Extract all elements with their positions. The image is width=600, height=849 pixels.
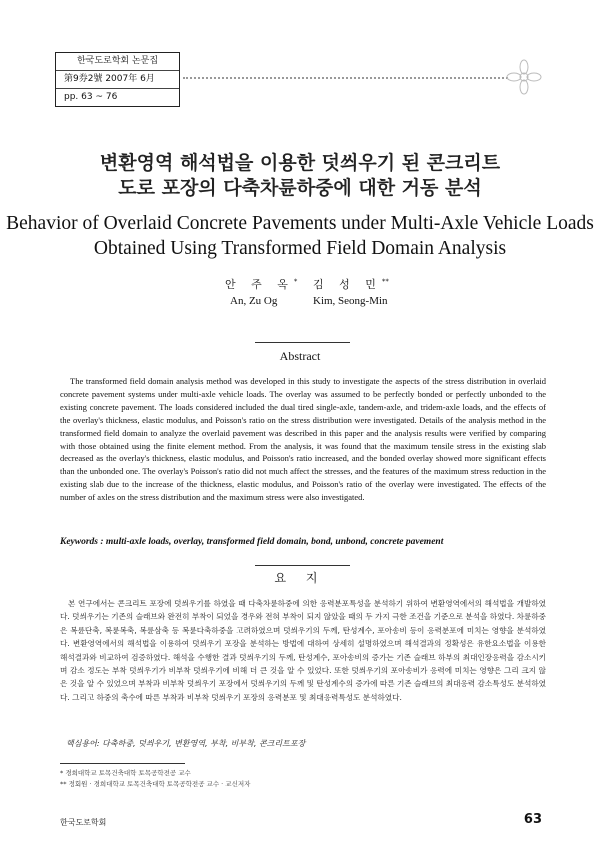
yoji-body xyxy=(60,597,546,704)
header-dotted-line xyxy=(183,77,508,79)
yoji-text: 본 연구에서는 콘크리트 포장에 덧씌우기를 하였을 때 다축차륜하중에 의한 응력분포특성을 분석하기 위하여 변환영역에서의 해석법을 개발하였다. 덧씌우기는 기존의 슬래브와 완전히 부착이 되었을 경우와 전혀 부착이 되지 않았을 때의 두 가지 극한 조건을 기준으로 분석을 하였다. 차륜하중은 복륜단축, 복륜복축, 복륜삼축 등 복륜다축하중을 고려하였으며 덧씌우기의 두께, 탄성계수, 포아송비 등이 응력분포에 미치는 영향을 분석하였다. 변환영역에서의 해석법을 이용하여 덧씌우기 포장을 분석하는 방법에 대하여 상세히 설명하였으며 해석결과의 정확성은 유한요소법을 이용한 해석결과와 비교하여 검증하였다. 해석을 수행한 결과 덧씌우기의 두께, 탄성계수, 포아송비의 증가는 기존 슬래브 하부의 최대인장응력을 감소시키며 감소 정도는 부착 덧씌우기가 비부착 덧씌우기에 비해 더 큰 것을 알 수 있었다. 또한 덧씌우기의 포아송비가 응력에 미치는 영향은 그리 크지 않은 것을 알 수 있었으며 부착과 비부착 덧씌우기 포장에서 덧씌우기의 두께 및 탄성계수의 증가에 따른 기존 슬래브의 최대응력 감소특성도 분석하였다. 그리고 하중의 축수에 따른 부착과 비부착 덧씌우기 포장의 응력분포 및 최대응력특성도 분석하였다. xyxy=(60,599,546,702)
journal-volume-date: 第9券2號 2007年 6月 xyxy=(56,71,179,89)
abstract-rule xyxy=(255,342,350,343)
author-1-ko: 안 주 옥* xyxy=(225,277,298,291)
footnote-rule xyxy=(60,763,185,764)
keywords-ko: 핵심용어: 다축하중, 덧씌우기, 변환영역, 부착, 비부착, 콘크리트포장 xyxy=(66,739,306,748)
title-en-line2: Obtained Using Transformed Field Domain Analysis xyxy=(93,238,507,259)
author-2-ko: 김 성 민** xyxy=(313,277,389,291)
abstract-heading: Abstract xyxy=(279,349,321,363)
footnote-2: ** 정회원 · 경희대학교 토목건축대학 토목공학전공 교수 · 교신저자 xyxy=(60,780,251,788)
abstract-body xyxy=(60,375,546,504)
keywords: Keywords : multi-axle loads, overlay, transformed field domain, bond, unbond, concrete pavement xyxy=(60,537,444,547)
decorative-flower-icon xyxy=(505,58,543,96)
journal-name: 한국도로학회 논문집 xyxy=(56,53,179,71)
yoji-rule xyxy=(255,565,350,566)
author-1-en: An, Zu Og xyxy=(230,295,278,307)
journal-pages: pp. 63 ~ 76 xyxy=(64,92,118,102)
yoji-heading: 요 지 xyxy=(274,571,326,585)
title-ko-line2: 도로 포장의 다축차륜하중에 대한 거동 분석 xyxy=(118,177,482,199)
footnote-1: * 경희대학교 토목건축대학 토목공학전공 교수 xyxy=(60,769,191,777)
journal-info-box xyxy=(55,52,180,107)
title-ko-line1: 변환영역 해석법을 이용한 덧씌우기 된 콘크리트 xyxy=(99,152,501,174)
footer-society: 한국도로학회 xyxy=(60,818,107,827)
footnotes xyxy=(60,768,540,790)
abstract-text: The transformed field domain analysis method was developed in this study to investigate the aspects of the stress distribution in overlaid concrete pavement systems under multi-axle vehicle loads. The overlay was assumed to be perfectly bonded or perfectly unbonded to the existing concrete pavement. The loads considered included the dual tired single-axle, tandem-axle, and tridem-axle loads, and the effects of the overlay's thickness, elastic modulus, and Poisson's ratio on the stress distribution were investigated. Details of the analysis method in the transformed field domain to analyze the overlaid pavement was described in this paper and the analysis results were verified by comparing with those obtained using the finite element method. From the analysis, it was found that the maximum tensile stress in the existing slab decreased as the overlay's thickness, elastic modulus, and Poisson's ratio increased, and the bonded overlay showed more significant effects than the unbonded one. The overlay's Poisson's ratio did not much affect the stresses, and the features of the maximum stress reduction in the existing slab due to the increase of the thickness, elastic modulus, and Poisson's ratio of the overlay were investigated. The effects of the number of axles on the stress distribution and the maximum stress were also investigated. xyxy=(60,376,546,503)
title-en-line1: Behavior of Overlaid Concrete Pavements under Multi-Axle Vehicle Loads xyxy=(6,213,594,234)
author-2-en: Kim, Seong-Min xyxy=(313,295,388,307)
page-number: 63 xyxy=(523,812,542,827)
